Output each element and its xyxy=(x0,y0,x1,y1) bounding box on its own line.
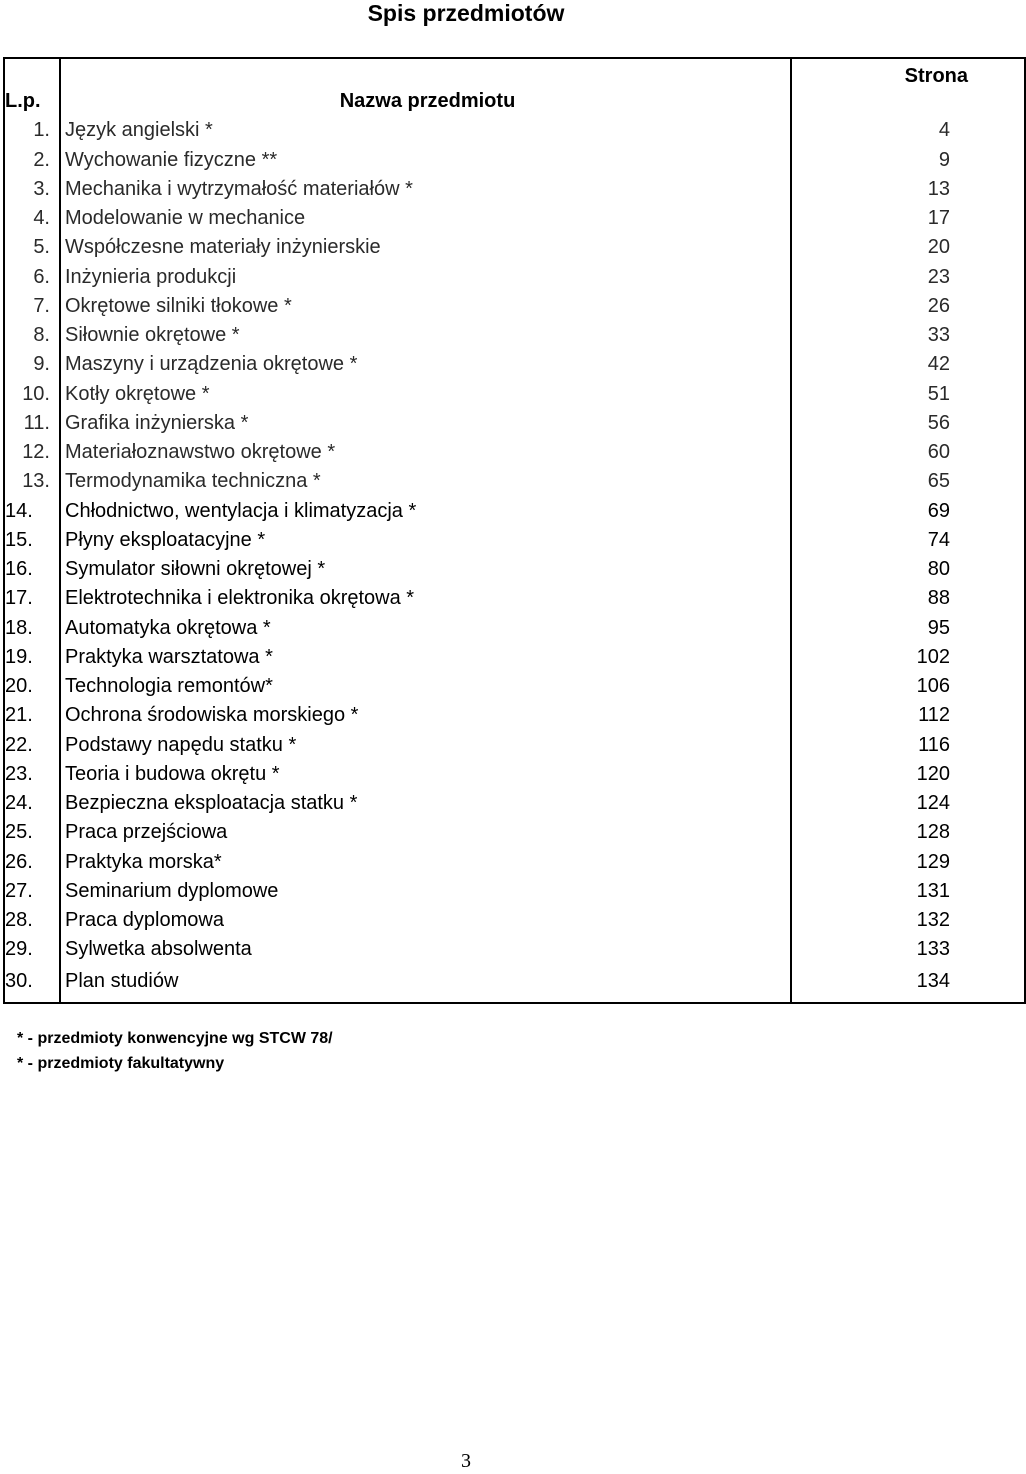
table-row xyxy=(4,172,1025,201)
subject-name: Bezpieczna eksploatacja statku * xyxy=(65,792,358,814)
subject-name: Technologia remontów* xyxy=(65,675,273,697)
subject-name: Wychowanie fizyczne ** xyxy=(65,148,278,171)
footnotes xyxy=(17,1026,333,1076)
table-header-row xyxy=(4,58,1025,113)
subject-name: Kotły okrętowe * xyxy=(65,382,210,405)
page-ref: 128 xyxy=(791,815,1025,844)
row-number: 5. xyxy=(4,230,60,259)
row-number: 10. xyxy=(4,376,60,405)
page-ref: 134 xyxy=(791,961,1025,1003)
subject-name: Mechanika i wytrzymałość materiałów * xyxy=(65,177,413,200)
subject-name: Materiałoznawstwo okrętowe * xyxy=(65,441,336,463)
page-ref: 132 xyxy=(791,903,1025,932)
table-row xyxy=(4,932,1025,961)
row-number: 24. xyxy=(4,786,60,815)
row-number: 21. xyxy=(4,698,60,727)
table-row xyxy=(4,815,1025,844)
row-number: 15. xyxy=(4,523,60,552)
table-row xyxy=(4,113,1025,142)
row-number: 25. xyxy=(4,815,60,844)
page-ref: 74 xyxy=(791,523,1025,552)
table-row xyxy=(4,406,1025,435)
row-number: 3. xyxy=(4,172,60,201)
table-row xyxy=(4,259,1025,288)
subject-name: Język angielski * xyxy=(65,119,213,142)
row-number: 14. xyxy=(4,493,60,522)
page-number: 3 xyxy=(461,1450,471,1472)
header-page: Strona xyxy=(791,58,1025,113)
page-ref: 56 xyxy=(791,406,1025,435)
row-number: 7. xyxy=(4,289,60,318)
table-row xyxy=(4,552,1025,581)
page-ref: 88 xyxy=(791,581,1025,610)
page-title: Spis przedmiotów xyxy=(367,0,565,26)
table-row xyxy=(4,727,1025,756)
page-ref: 131 xyxy=(791,874,1025,903)
subject-name: Siłownie okrętowe * xyxy=(65,324,240,346)
subject-name: Seminarium dyplomowe xyxy=(65,879,279,902)
table-row xyxy=(4,230,1025,259)
page-ref: 51 xyxy=(791,376,1025,405)
row-number: 4. xyxy=(4,201,60,230)
page-ref: 33 xyxy=(791,318,1025,347)
row-number: 26. xyxy=(4,844,60,873)
page-ref: 106 xyxy=(791,669,1025,698)
page-ref: 120 xyxy=(791,757,1025,786)
subject-name: Automatyka okrętowa * xyxy=(65,616,271,639)
table-row xyxy=(4,581,1025,610)
row-number: 13. xyxy=(4,464,60,493)
subject-name: Praktyka warsztatowa * xyxy=(65,645,273,668)
header-lp: L.p. xyxy=(4,58,60,113)
table-row xyxy=(4,669,1025,698)
row-number: 11. xyxy=(4,406,60,435)
header-subject-name: Nazwa przedmiotu xyxy=(60,58,791,113)
row-number: 28. xyxy=(4,903,60,932)
row-number: 18. xyxy=(4,610,60,639)
row-number: 23. xyxy=(4,757,60,786)
table-row xyxy=(4,961,1025,1003)
subject-name: Praca dyplomowa xyxy=(65,909,224,931)
page-ref: 26 xyxy=(791,289,1025,318)
table-row xyxy=(4,786,1025,815)
table-row xyxy=(4,201,1025,230)
subject-name: Teoria i budowa okrętu * xyxy=(65,762,280,785)
subject-name: Maszyny i urządzenia okrętowe * xyxy=(65,353,358,376)
subject-name: Inżynieria produkcji xyxy=(65,265,237,288)
page-ref: 9 xyxy=(791,142,1025,171)
row-number: 12. xyxy=(4,435,60,464)
page-ref: 69 xyxy=(791,493,1025,522)
subject-name: Plan studiów xyxy=(60,961,791,1003)
subject-name: Ochrona środowiska morskiego * xyxy=(65,704,359,727)
table-row xyxy=(4,523,1025,552)
page-ref: 65 xyxy=(791,464,1025,493)
footnote-conventional: * - przedmioty konwencyjne wg STCW 78/ xyxy=(17,1030,333,1047)
table-row xyxy=(4,698,1025,727)
contents-table xyxy=(3,57,1026,1004)
subject-name: Sylwetka absolwenta xyxy=(65,938,252,961)
subject-name: Modelowanie w mechanice xyxy=(65,207,306,229)
row-number: 17. xyxy=(4,581,60,610)
subject-name: Termodynamika techniczna * xyxy=(65,470,321,493)
table-row xyxy=(4,874,1025,903)
table-row xyxy=(4,464,1025,493)
table-row xyxy=(4,844,1025,873)
row-number: 1. xyxy=(4,113,60,142)
table-row xyxy=(4,640,1025,669)
page-ref: 112 xyxy=(791,698,1025,727)
table-row xyxy=(4,142,1025,171)
subject-name: Praca przejściowa xyxy=(65,821,228,844)
table-row xyxy=(4,435,1025,464)
table-row xyxy=(4,318,1025,347)
row-number: 9. xyxy=(4,347,60,376)
page-ref: 13 xyxy=(791,172,1025,201)
row-number: 20. xyxy=(4,669,60,698)
page-ref: 80 xyxy=(791,552,1025,581)
subject-name: Grafika inżynierska * xyxy=(65,411,249,434)
page-ref: 124 xyxy=(791,786,1025,815)
subject-name: Symulator siłowni okrętowej * xyxy=(65,558,326,580)
row-number: 8. xyxy=(4,318,60,347)
row-number: 16. xyxy=(4,552,60,581)
page-ref: 116 xyxy=(791,727,1025,756)
table-row xyxy=(4,493,1025,522)
row-number: 2. xyxy=(4,142,60,171)
page-ref: 95 xyxy=(791,610,1025,639)
subject-name: Chłodnictwo, wentylacja i klimatyzacja * xyxy=(65,499,417,522)
page-ref: 102 xyxy=(791,640,1025,669)
page-ref: 129 xyxy=(791,844,1025,873)
row-number: 29. xyxy=(4,932,60,961)
page-ref: 42 xyxy=(791,347,1025,376)
subject-name: Płyny eksploatacyjne * xyxy=(65,528,266,551)
table-row xyxy=(4,376,1025,405)
row-number: 19. xyxy=(4,640,60,669)
table-row xyxy=(4,903,1025,932)
subject-name: Elektrotechnika i elektronika okrętowa * xyxy=(65,587,415,610)
page-ref: 17 xyxy=(791,201,1025,230)
table-row xyxy=(4,610,1025,639)
row-number: 22. xyxy=(4,727,60,756)
table-row xyxy=(4,347,1025,376)
table-row xyxy=(4,757,1025,786)
footnote-optional: * - przedmioty fakultatywny xyxy=(17,1055,225,1072)
page-ref: 20 xyxy=(791,230,1025,259)
subject-name: Podstawy napędu statku * xyxy=(65,733,297,756)
subject-name: Okrętowe silniki tłokowe * xyxy=(65,294,292,317)
page-ref: 133 xyxy=(791,932,1025,961)
table-row xyxy=(4,289,1025,318)
page-ref: 60 xyxy=(791,435,1025,464)
subject-name: Współczesne materiały inżynierskie xyxy=(65,236,381,259)
page-ref: 23 xyxy=(791,259,1025,288)
row-number: 30. xyxy=(4,961,60,1003)
subject-name: Praktyka morska* xyxy=(65,850,222,873)
row-number: 27. xyxy=(4,874,60,903)
page-ref: 4 xyxy=(791,113,1025,142)
row-number: 6. xyxy=(4,259,60,288)
